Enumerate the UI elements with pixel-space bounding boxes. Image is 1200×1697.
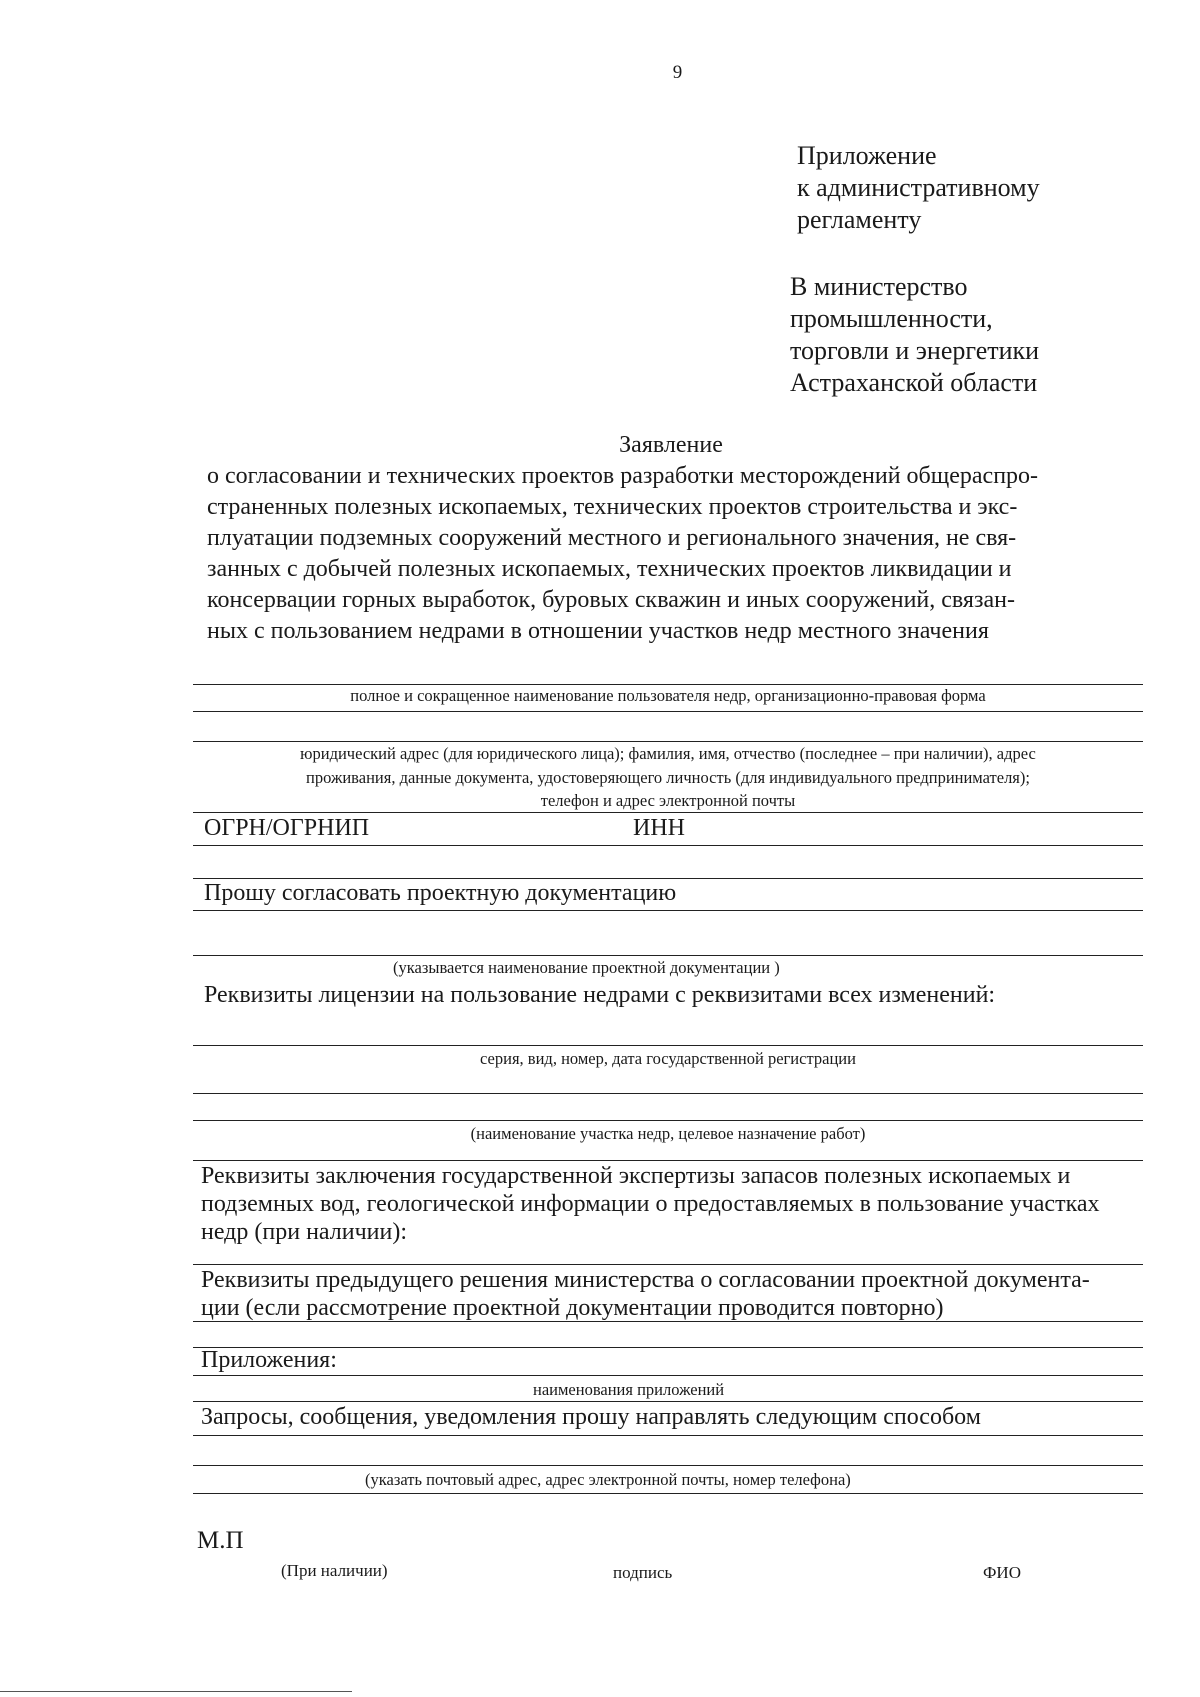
field-line [193,812,1143,813]
delivery-label: Запросы, сообщения, уведомления прошу направлять следующим способом [201,1404,981,1430]
field-line-user-name[interactable] [193,684,1143,685]
field-line-site[interactable] [193,1120,1143,1121]
addressee-line: В министерство [790,272,968,301]
expertise-line: недр (при наличии): [201,1219,408,1245]
attachments-label: Приложения: [201,1347,337,1373]
inn-label: ИНН [633,815,685,841]
field-line-doc-name[interactable] [193,955,1143,956]
field-line-previous[interactable] [193,1321,1143,1322]
field-line[interactable] [193,1093,1143,1094]
field-line[interactable] [193,711,1143,712]
stamp-if-any-label: (При наличии) [281,1561,388,1580]
field-line-expertise[interactable] [193,1264,1143,1265]
caption-address: телефон и адрес электронной почты [540,791,796,810]
field-line[interactable] [193,910,1143,911]
field-line-delivery[interactable] [193,1435,1143,1436]
field-line[interactable] [193,878,1143,879]
subject-line: плуатации подземных сооружений местного и регионального значения, не свя- [207,525,1017,551]
field-line-license[interactable] [193,1045,1143,1046]
addressee-line: промышленности, [790,304,993,333]
subject-line: страненных полезных ископаемых, технических проектов строительства и экс- [207,494,1018,520]
expertise-line: Реквизиты заключения государственной экспертизы запасов полезных ископаемых и [201,1163,1071,1189]
page-bottom-rule [0,1691,352,1692]
full-name-label: ФИО [983,1563,1021,1582]
caption-contact: (указать почтовый адрес, адрес электронной почты, номер телефона) [365,1470,851,1489]
caption-site: (наименование участка недр, целевое назначение работ) [470,1124,866,1143]
subject-line: о согласовании и технических проектов разработки месторождений общераспро- [207,463,1039,489]
request-label: Прошу согласовать проектную документацию [204,880,677,906]
caption-doc-name: (указывается наименование проектной документации ) [393,958,780,977]
caption-address: проживания, данные документа, удостоверяющего личность (для индивидуального предпринимателя); [306,768,1030,787]
expertise-line: подземных вод, геологической информации о предоставляемых в пользование участках [201,1191,1100,1217]
stamp-label: М.П [197,1527,244,1554]
previous-decision-paragraph [201,1266,1129,1322]
subject-line: занных с добычей полезных ископаемых, технических проектов ликвидации и [207,556,1012,582]
caption-user-name: полное и сокращенное наименование пользователя недр, организационно-правовая форма [350,686,986,705]
field-line-address[interactable] [193,741,1143,742]
appendix-line: регламенту [797,205,922,234]
field-line-attachments[interactable] [193,1375,1143,1376]
caption-address: юридический адрес (для юридического лица); фамилия, имя, отчество (последнее – при наличии), адрес [300,744,1036,763]
appendix-line: Приложение [797,141,937,170]
subject-line: ных с пользованием недрами в отношении участков недр местного значения [207,618,989,644]
expertise-paragraph [201,1162,1129,1246]
signature-label: подпись [613,1563,673,1582]
subject-line: консервации горных выработок, буровых скважин и иных сооружений, связан- [207,587,1015,613]
caption-license: серия, вид, номер, дата государственной регистрации [480,1049,856,1068]
caption-attachments: наименования приложений [533,1380,725,1399]
appendix-note [797,140,1040,236]
document-title: Заявление [619,432,723,458]
addressee-block [790,271,1039,399]
appendix-line: к административному [797,173,1040,202]
field-line-ogrn-inn[interactable] [193,845,1143,846]
field-line [193,1401,1143,1402]
license-label: Реквизиты лицензии на пользование недрами с реквизитами всех изменений: [204,982,996,1008]
previous-line: Реквизиты предыдущего решения министерства о согласовании проектной документа- [201,1267,1090,1293]
document-subject [207,461,1139,647]
ogrn-label: ОГРН/ОГРНИП [204,815,370,841]
page-number: 9 [672,62,683,83]
field-line [193,1160,1143,1161]
field-line[interactable] [193,1465,1143,1466]
addressee-line: Астраханской области [790,368,1038,397]
previous-line: ции (если рассмотрение проектной документации проводится повторно) [201,1295,944,1321]
addressee-line: торговли и энергетики [790,336,1040,365]
field-line [193,1493,1143,1494]
